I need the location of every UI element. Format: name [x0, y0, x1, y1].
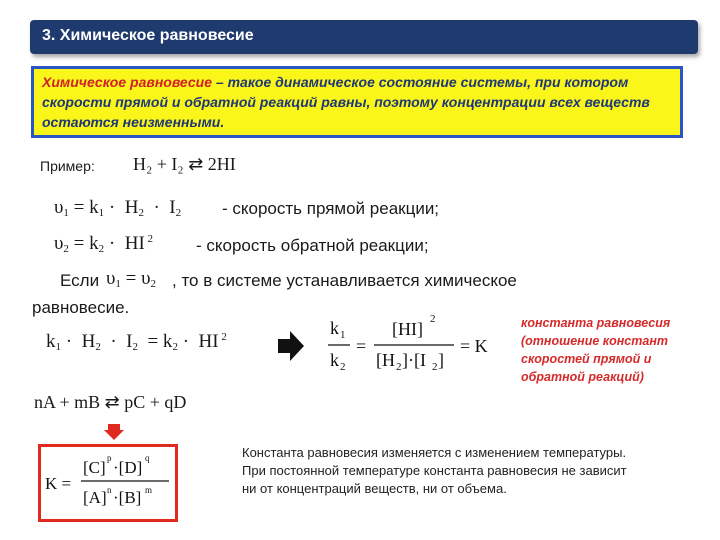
conclusion-line-2: При постоянной температуре константа равновесия не зависит [242, 463, 627, 478]
example-reaction: H₂ + I₂ ⇄ 2HI [133, 154, 236, 174]
svg-text:2: 2 [396, 361, 402, 373]
equilibrium-if: Если [60, 271, 100, 290]
svg-text:[C]: [C] [83, 458, 106, 477]
svg-text:1: 1 [340, 329, 346, 341]
equilibrium-wrap: равновесие. [32, 298, 130, 317]
slide-title: 3. Химическое равновесие [42, 27, 254, 44]
equilibrium-condition: $\upsilon_1 = \upsilon_2$ [106, 268, 157, 290]
equality-formula: $k_1 \cdot H_2 \cdot I_2 = k_2$ · HI $^2$ [46, 331, 227, 353]
conclusion-line-3: ни от концентраций веществ, ни от объема. [242, 481, 507, 496]
equilibrium-then: , то в системе устанавливается химическое [172, 271, 517, 290]
svg-text:]·[I: ]·[I [402, 350, 426, 370]
svg-text:p: p [107, 453, 112, 463]
forward-rate-formula: $\upsilon_1 = k_1 \cdot H_2 \cdot I_2$ [54, 197, 182, 219]
definition-text: – такое динамическое состояние системы, при котором скорости прямой и обратной реакций равны, поэтому концентрации всех веществ остаются неизменными. [42, 74, 650, 130]
general-reaction: nA + mB ⇄ pC + qD [34, 392, 187, 412]
svg-text:·[B]: ·[B] [113, 488, 142, 507]
title-bar [30, 20, 698, 54]
equilibrium-constant-box [38, 444, 178, 522]
svg-text:n: n [107, 485, 112, 495]
svg-text:2: 2 [340, 361, 346, 373]
arrow-right-icon [278, 331, 306, 361]
svg-text:[HI]: [HI] [392, 319, 423, 339]
constant-note: константа равновесия (отношение констант скоростей прямой и обратной реакций) [521, 316, 671, 384]
svg-text:= K: = K [460, 336, 488, 356]
svg-text:k: k [330, 350, 339, 370]
svg-text:q: q [145, 453, 150, 463]
conclusion-text [242, 444, 627, 498]
definition-box [31, 66, 683, 138]
svg-text:[A]: [A] [83, 488, 107, 507]
svg-text:K =: K = [45, 474, 72, 493]
svg-text:=: = [356, 336, 367, 356]
svg-text:]: ] [438, 350, 444, 370]
arrow-down-icon [104, 424, 124, 440]
svg-text:k: k [330, 318, 339, 338]
constant-ratio-formula [326, 310, 506, 380]
svg-text:[H: [H [376, 350, 395, 370]
svg-text:2: 2 [432, 361, 438, 373]
svg-text:·[D]: ·[D] [113, 458, 143, 477]
general-constant-formula [41, 447, 175, 519]
definition-term: Химическое равновесие [42, 74, 213, 90]
example-label: Пример: [40, 158, 95, 174]
svg-text:2: 2 [430, 313, 436, 325]
reverse-rate-formula: $\upsilon_2 = k_2$ · HI $^2$ [54, 233, 154, 255]
conclusion-line-1: Константа равновесия изменяется с изменением температуры. [242, 445, 627, 460]
reverse-rate-caption: - скорость обратной реакции; [196, 236, 429, 255]
svg-text:m: m [145, 485, 153, 495]
forward-rate-caption: - скорость прямой реакции; [222, 199, 440, 218]
